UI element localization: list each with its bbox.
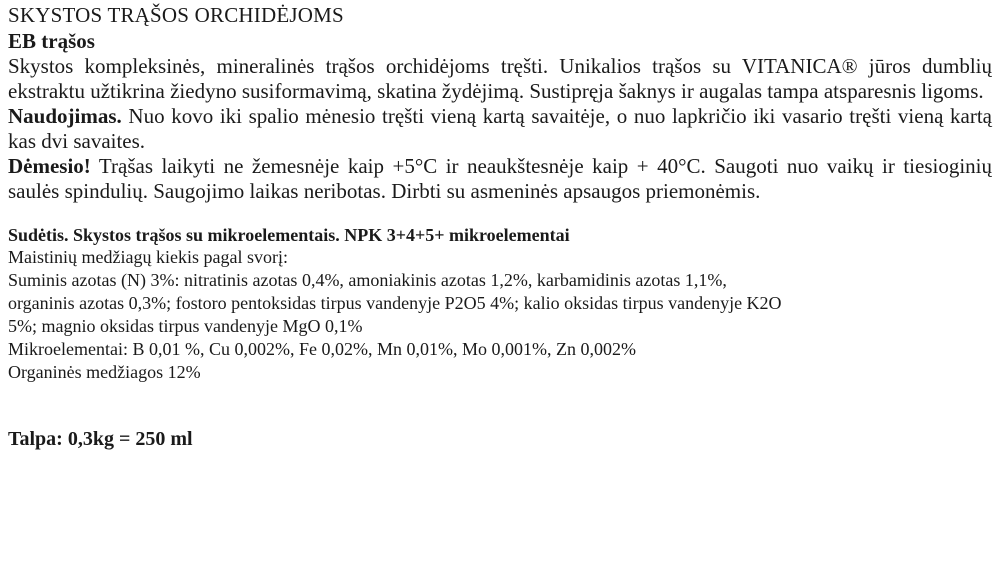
composition-line: Organinės medžiagos 12% — [8, 362, 201, 382]
usage-label: Naudojimas. — [8, 104, 122, 128]
document-page — [8, 2, 992, 452]
attention-paragraph — [8, 154, 992, 204]
attention-text: Trąšas laikyti ne žemesnėje kaip +5°C ir neaukštesnėje kaip + 40°C. Saugoti nuo vaikų ir tiesioginių saulės spindulių. Saugojimo laikas neribotas. Dirbti su asmeninės apsaugos priemonėmis. — [8, 154, 992, 203]
product-title: SKYSTOS TRĄŠOS ORCHIDĖJOMS — [8, 3, 344, 27]
product-subtitle: EB trąšos — [8, 29, 95, 53]
composition-line: Mikroelementai: B 0,01 %, Cu 0,002%, Fe 0,02%, Mn 0,01%, Mo 0,001%, Zn 0,002% — [8, 339, 636, 359]
attention-label: Dėmesio! — [8, 154, 91, 178]
usage-paragraph — [8, 104, 992, 154]
description-paragraph: Skystos kompleksinės, mineralinės trąšos orchidėjoms tręšti. Unikalios trąšos su VITANICA® jūros dumblių ekstraktu užtikrina žiedyno susiformavimą, skatina žydėjimą. Sustipręja šaknys ir augalas tampa atsparesnis ligoms. — [8, 54, 992, 103]
usage-text: Nuo kovo iki spalio mėnesio tręšti vieną kartą savaitėje, o nuo lapkričio iki vasario tręšti vieną kartą kas dvi savaites. — [8, 104, 992, 153]
composition-heading: Sudėtis. Skystos trąšos su mikroelementais. NPK 3+4+5+ mikroelementai — [8, 225, 570, 245]
volume-text: Talpa: 0,3kg = 250 ml — [8, 428, 193, 450]
composition-line: organinis azotas 0,3%; fostoro pentoksidas tirpus vandenyje P2O5 4%; kalio oksidas tirpus vandenyje K2O — [8, 293, 782, 313]
spacer — [8, 204, 992, 224]
composition-line: Maistinių medžiagų kiekis pagal svorį: — [8, 247, 288, 267]
spacer — [8, 384, 992, 426]
composition-line: Suminis azotas (N) 3%: nitratinis azotas 0,4%, amoniakinis azotas 1,2%, karbamidinis azotas 1,1%, — [8, 270, 727, 290]
composition-line: 5%; magnio oksidas tirpus vandenyje MgO 0,1% — [8, 316, 363, 336]
